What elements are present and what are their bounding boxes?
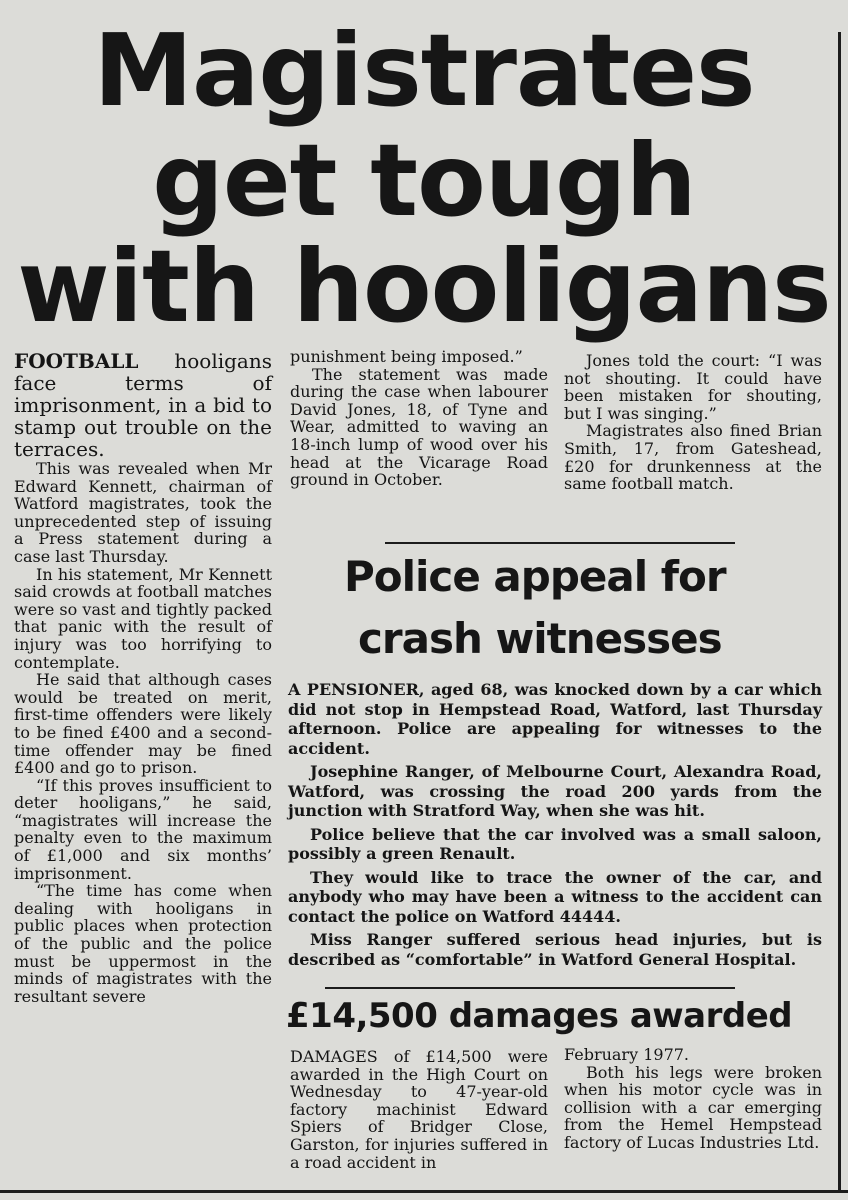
- story1-column-b: [290, 348, 548, 489]
- story2-headline-line-2: crash witnesses: [358, 614, 722, 663]
- story1-paragraph: In his statement, Mr Kennett said crowds at football matches were so vast and tightly packed that panic with the result of injury was too horrifying to contemplate.: [14, 564, 272, 672]
- story2-paragraph: Josephine Ranger, of Melbourne Court, Alexandra Road, Watford, was crossing the road 200 yards from the junction with Stratford Way, when she was hit.: [288, 762, 822, 820]
- story3-paragraph: February 1977.: [564, 1045, 690, 1064]
- story1-paragraph: The statement was made during the case when labourer David Jones, 18, of Tyne and Wear, admitted to waving an 18-inch lump of wood over his head at the Vicarage Road ground in October.: [290, 364, 548, 490]
- story3-paragraph: Both his legs were broken when his motor cycle was in collision with a car emerging from the Hemel Hempstead factory of Lucas Industries Ltd.: [564, 1062, 822, 1152]
- page-bottom-rule: [0, 1190, 848, 1193]
- main-headline-line-1: Magistrates: [93, 12, 755, 129]
- main-headline-line-2: get tough: [152, 122, 696, 239]
- story1-paragraph: He said that although cases would be treated on merit, first-time offenders were likely to be fined £400 and a second-time offender may be fined £400 and go to prison.: [14, 670, 272, 778]
- story1-paragraph: punishment being imposed.”: [290, 347, 523, 366]
- story2-headline-line-1: Police appeal for: [344, 552, 726, 601]
- story2-paragraph: Police believe that the car involved was a small saloon, possibly a green Renault.: [288, 824, 822, 863]
- story1-paragraph: “If this proves insufficient to deter hooligans,” he said, “magistrates will increase the penalty even to the maximum of £1,000 and six months’ imprisonment.: [14, 775, 272, 883]
- section-divider: [385, 542, 735, 544]
- story2-paragraph: A PENSIONER, aged 68, was knocked down by a car which did not stop in Hempstead Road, Watford, last Thursday afternoon. Police are appealing for witnesses to the accident.: [288, 680, 822, 758]
- section-divider: [325, 987, 735, 989]
- story1-paragraph: This was revealed when Mr Edward Kennett, chairman of Watford magistrates, took the unprecedented step of issuing a Press statement during a case last Thursday.: [14, 459, 272, 566]
- story2-paragraph: They would like to trace the owner of the car, and anybody who may have been a witness to the accident can contact the police on Watford 44444.: [288, 867, 822, 926]
- column-border: [838, 32, 841, 1192]
- story3-paragraph: DAMAGES of £14,500 were awarded in the High Court on Wednesday to 47-year-old factory machinist Edward Spiers of Bridger Close, Garston, for injuries suffered in a road accident in: [290, 1047, 548, 1172]
- story3-headline: £14,500 damages awarded: [286, 996, 793, 1036]
- story2-paragraph: Miss Ranger suffered serious head injuries, but is described as “comfortable” in Watford General Hospital.: [288, 930, 822, 969]
- story3-column-e: [564, 1046, 822, 1152]
- story1-lead-text: hooligans face terms of imprisonment, in a bid to stamp out trouble on the terraces.: [14, 349, 272, 461]
- story3-column-d: [290, 1048, 548, 1171]
- story2-body: [288, 680, 822, 973]
- story1-paragraph: Jones told the court: “I was not shouting. It could have been mistaken for shouting, but I was singing.”: [564, 351, 822, 423]
- story1-column-a: [14, 350, 272, 1005]
- story1-column-c: [564, 352, 822, 493]
- story1-paragraph: Magistrates also fined Brian Smith, 17, from Gateshead, £20 for drunkenness at the same football match.: [564, 421, 822, 494]
- story1-lead: [14, 350, 272, 460]
- main-headline-line-3: with hooligans: [17, 228, 831, 345]
- story1-paragraph: “The time has come when dealing with hooligans in public places when protection of the public and the police must be uppermost in the minds of magistrates with the resultant severe: [14, 881, 272, 1006]
- story1-lead-caps: FOOTBALL: [14, 349, 175, 373]
